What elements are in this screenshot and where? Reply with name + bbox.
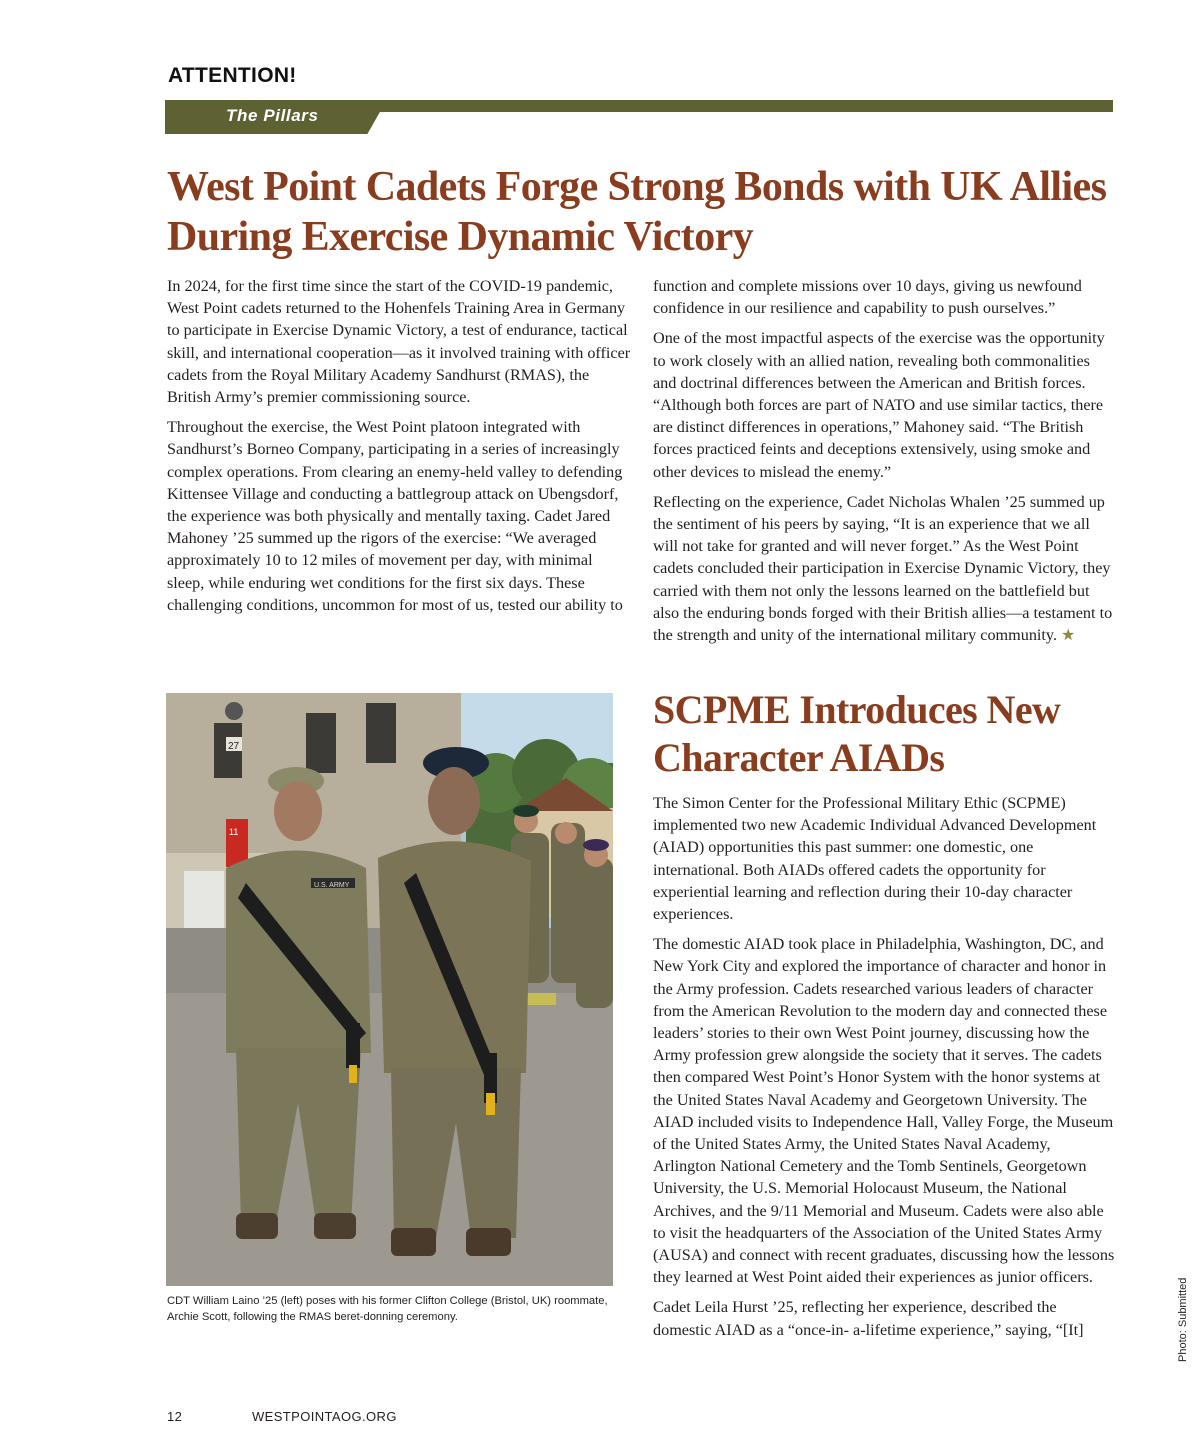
section-label: ATTENTION! xyxy=(168,64,297,87)
article-column-left xyxy=(167,275,633,624)
article2-paragraph: Cadet Leila Hurst ’25, reflecting her experience, described the domestic AIAD as a “once-in- a-lifetime experience,” saying, “[It] xyxy=(653,1298,1084,1339)
article2-paragraph: The domestic AIAD took place in Philadelphia, Washington, DC, and New York City and explored the importance of character and honor in the Army profession. Cadets researched various leaders of character from the American Revolution to the modern day and connected these leaders’ stories to their own West Point journey, discussing how the Army profession grew alongside the society that it serves. The cadets then compared West Point’s Honor System with the honor systems at the United States Naval Academy and Georgetown University. The AIAD included visits to Independence Hall, Valley Forge, the Museum of the United States Army, the United States Naval Academy, Arlington National Cemetery and the Tomb Sentinels, Georgetown University, the U.S. Memorial Holocaust Museum, the National Archives, and the 9/11 Memorial and Museum. Cadets were also able to visit the headquarters of the Association of the United States Army (AUSA) and connect with recent graduates, discussing how the lessons they learned at West Point aided their experiences as junior officers. xyxy=(653,935,1115,1287)
building-number-sign: 27 xyxy=(228,741,240,752)
uniform-name-tape: U.S. ARMY xyxy=(314,882,350,889)
photo-credit: Photo: Submitted xyxy=(1177,1277,1189,1362)
pillar-label: The Pillars xyxy=(226,106,319,125)
photo-caption: CDT William Laino ’25 (left) poses with his former Clifton College (Bristol, UK) roommate, Archie Scott, following the RMAS beret-donning ceremony. xyxy=(167,1295,608,1323)
article-paragraph: function and complete missions over 10 days, giving us newfound confidence in our resilience and capability to push ourselves.” xyxy=(653,277,1082,318)
article-paragraph: One of the most impactful aspects of the exercise was the opportunity to work closely with an allied nation, revealing both commonalities and doctrinal differences between the American and British forces. “Although both forces are part of NATO and use similar tactics, there are distinct differences in operations,” Mahoney said. “The British forces practiced feints and deceptions extensively, using smoke and other devices to mislead the enemy.” xyxy=(653,329,1105,481)
article-paragraph: In 2024, for the first time since the start of the COVID-19 pandemic, West Point cadets returned to the Hohenfels Training Area in Germany to participate in Exercise Dynamic Victory, a test of endurance, tactical skill, and international cooperation—as it involved training with officer cadets from the Royal Military Academy Sandhurst (RMAS), the British Army’s premier commissioning source. xyxy=(167,277,631,407)
article-photo xyxy=(166,693,613,1286)
article2-headline: SCPME Introduces New Character AIADs xyxy=(653,687,1061,780)
article-column-right xyxy=(653,275,1115,654)
article2-paragraph: The Simon Center for the Professional Military Ethic (SCPME) implemented two new Academic Individual Advanced Development (AIAD) opportunities this past summer: one domestic, one international. Both AIADs offered cadets the opportunity for experiential learning and reflection during their 10-day character experiences. xyxy=(653,794,1097,924)
article-paragraph xyxy=(653,491,1115,646)
article-paragraph: Throughout the exercise, the West Point platoon integrated with Sandhurst’s Borneo Company, participating in a series of increasingly complex operations. From clearing an enemy-held valley to defending Kittensee Village and conducting a battlegroup attack on Ubengsdorf, the experience was both physically and mentally taxing. Cadet Jared Mahoney ’25 summed up the rigors of the exercise: “We averaged approximately 10 to 12 miles of movement per day, with minimal sleep, while enduring wet conditions for the first six days. These challenging conditions, uncommon for most of us, tested our ability to xyxy=(167,418,623,614)
end-star-icon: ★ xyxy=(1061,626,1076,645)
page-number: 12 xyxy=(167,1409,183,1424)
fire-box-label: 11 xyxy=(229,827,239,837)
article-headline: West Point Cadets Forge Strong Bonds with UK Allies During Exercise Dynamic Victory xyxy=(167,164,1107,260)
article2-column xyxy=(653,792,1115,1349)
article-paragraph-text: Reflecting on the experience, Cadet Nicholas Whalen ’25 summed up the sentiment of his peers by saying, “It is an experience that we all will not take for granted and will never forget.” As the West Point cadets concluded their participation in Exercise Dynamic Victory, they carried with them not only the lessons learned on the battlefield but also the enduring bonds forged with their British allies—a testament to the strength and unity of the international military community. xyxy=(653,492,1113,645)
footer-site-link[interactable]: WESTPOINTAOG.ORG xyxy=(252,1409,397,1424)
